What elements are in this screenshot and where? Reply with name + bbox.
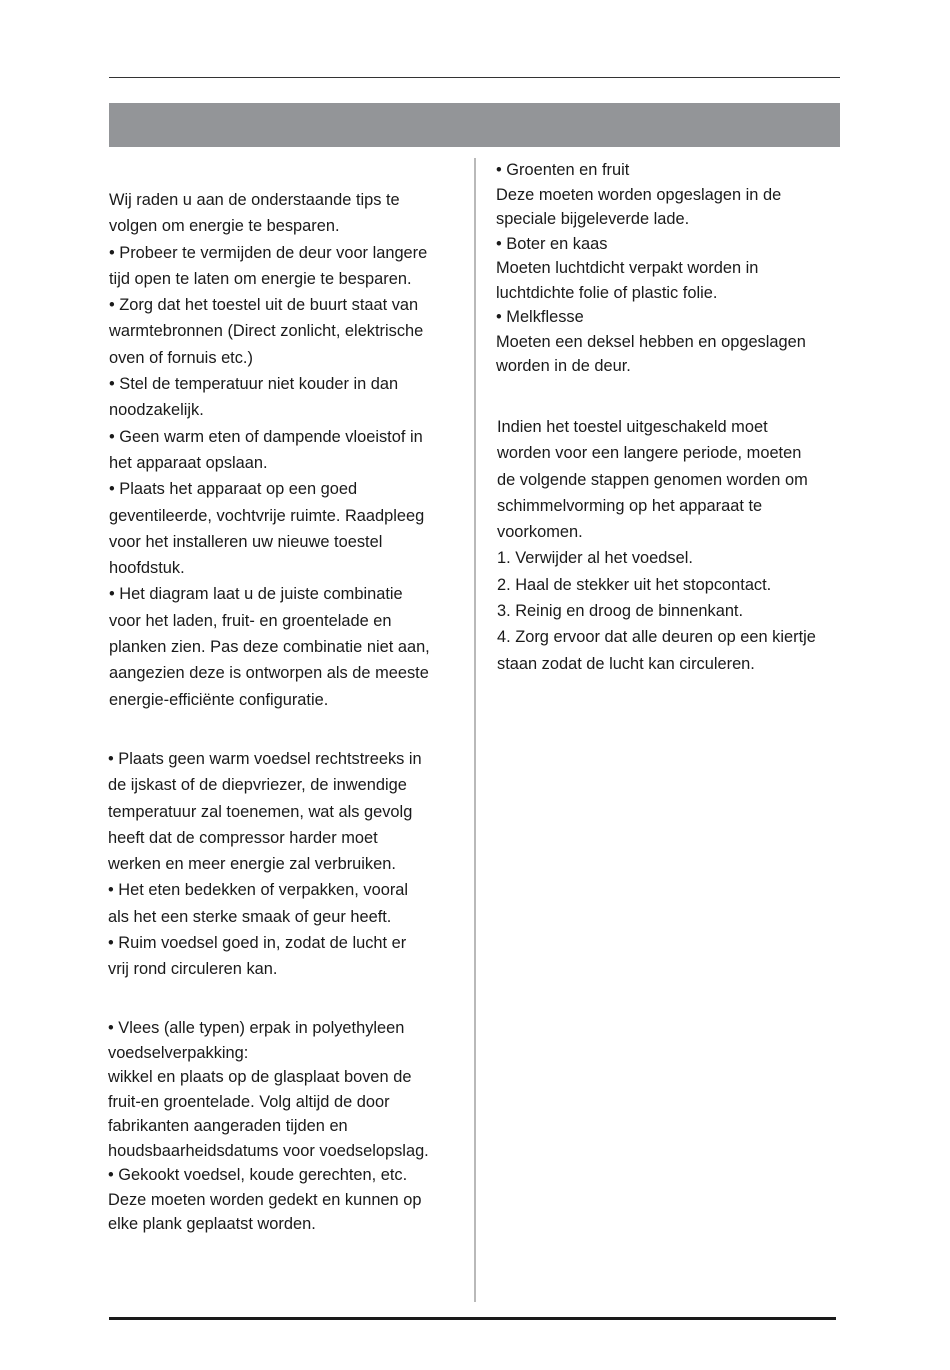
text-line: Indien het toestel uitgeschakeld moet [497, 418, 768, 436]
text-line: • Boter en kaas [496, 234, 608, 253]
text-line: Deze moeten worden opgeslagen in de [496, 185, 782, 204]
text-line: warmtebronnen (Direct zonlicht, elektrische [109, 322, 424, 341]
text-line: fruit-en groentelade. Volg altijd de door [108, 1092, 390, 1111]
energy-tips-paragraph [109, 187, 430, 713]
text-line: Moeten luchtdicht verpakt worden in [496, 259, 759, 277]
text-line: • Probeer te vermijden de deur voor langere [109, 243, 428, 262]
text-line: tijd open te laten om energie te besparen. [109, 269, 412, 288]
text-line: volgen om energie te besparen. [109, 217, 340, 236]
text-line: noodzakelijk. [109, 401, 204, 420]
produce-dairy-milk-paragraph [496, 158, 806, 379]
text-line: elke plank geplaatst worden. [108, 1215, 316, 1233]
text-line: • Ruim voedsel goed in, zodat de lucht er [108, 934, 407, 953]
text-line: staan zodat de lucht kan circuleren. [497, 654, 755, 673]
text-line: 3. Reinig en droog de binnenkant. [497, 602, 744, 621]
text-line: • Stel de temperatuur niet kouder in dan [109, 375, 399, 394]
text-line: vrij rond circuleren kan. [108, 960, 278, 979]
text-line: de volgende stappen genomen worden om [497, 470, 808, 489]
text-line: worden voor een langere periode, moeten [497, 444, 802, 463]
text-line: Wij raden u aan de onderstaande tips te [109, 191, 400, 209]
text-line: houdsbaarheidsdatums voor voedselopslag. [108, 1141, 429, 1160]
text-line: planken zien. Pas deze combinatie niet aan, [109, 638, 430, 657]
text-line: hoofdstuk. [109, 559, 185, 578]
text-line: • Gekookt voedsel, koude gerechten, etc. [108, 1166, 408, 1184]
text-line: temperatuur zal toenemen, wat als gevolg [108, 802, 413, 821]
text-line: voorkomen. [497, 523, 583, 542]
switch-off-instructions-paragraph [497, 414, 816, 677]
text-line: Deze moeten worden gedekt en kunnen op [108, 1190, 422, 1209]
text-line: 4. Zorg ervoor dat alle deuren op een kiertje [497, 628, 816, 647]
top-rule [109, 77, 840, 78]
text-line: voedselverpakking: [108, 1043, 249, 1062]
text-line: schimmelvorming op het apparaat te [497, 496, 763, 515]
text-line: het apparaat opslaan. [109, 453, 268, 472]
text-line: heeft dat de compressor harder moet [108, 828, 378, 847]
text-line: oven of fornuis etc.) [109, 348, 253, 367]
text-line: 2. Haal de stekker uit het stopcontact. [497, 575, 772, 594]
text-line: • Plaats geen warm voedsel rechtstreeks in [108, 750, 422, 768]
text-line: • Melkflesse [496, 308, 584, 326]
meat-and-cooked-food-paragraph [108, 1016, 429, 1237]
text-line: • Plaats het apparaat op een goed [109, 480, 358, 499]
text-line: fabrikanten aangeraden tijden en [108, 1117, 348, 1135]
text-line: 1. Verwijder al het voedsel. [497, 549, 693, 568]
text-line: • Het eten bedekken of verpakken, vooral [108, 881, 409, 900]
text-line: geventileerde, vochtvrije ruimte. Raadpleeg [109, 506, 425, 525]
column-divider [474, 158, 476, 1302]
text-line: voor het installeren uw nieuwe toestel [109, 532, 383, 551]
food-storage-tips-paragraph [108, 746, 422, 983]
text-line: Moeten een deksel hebben en opgeslagen [496, 332, 806, 351]
text-line: • Vlees (alle typen) erpak in polyethyleen [108, 1019, 405, 1037]
text-line: • Het diagram laat u de juiste combinatie [109, 585, 403, 604]
text-line: werken en meer energie zal verbruiken. [108, 855, 396, 874]
bottom-rule [109, 1317, 836, 1320]
text-line: • Groenten en fruit [496, 161, 630, 179]
text-line: aangezien deze is ontworpen als de meeste [109, 664, 429, 683]
text-line: wikkel en plaats op de glasplaat boven de [108, 1068, 412, 1086]
text-line: luchtdichte folie of plastic folie. [496, 283, 718, 302]
text-line: energie-efficiënte configuratie. [109, 690, 329, 709]
text-line: • Geen warm eten of dampende vloeistof in [109, 427, 423, 446]
text-line: speciale bijgeleverde lade. [496, 210, 690, 228]
text-line: worden in de deur. [496, 357, 631, 375]
text-line: als het een sterke smaak of geur heeft. [108, 907, 392, 926]
section-header-band [109, 103, 840, 147]
text-line: de ijskast of de diepvriezer, de inwendige [108, 776, 407, 795]
text-line: voor het laden, fruit- en groentelade en [109, 611, 392, 630]
text-line: • Zorg dat het toestel uit de buurt staat van [109, 296, 419, 315]
